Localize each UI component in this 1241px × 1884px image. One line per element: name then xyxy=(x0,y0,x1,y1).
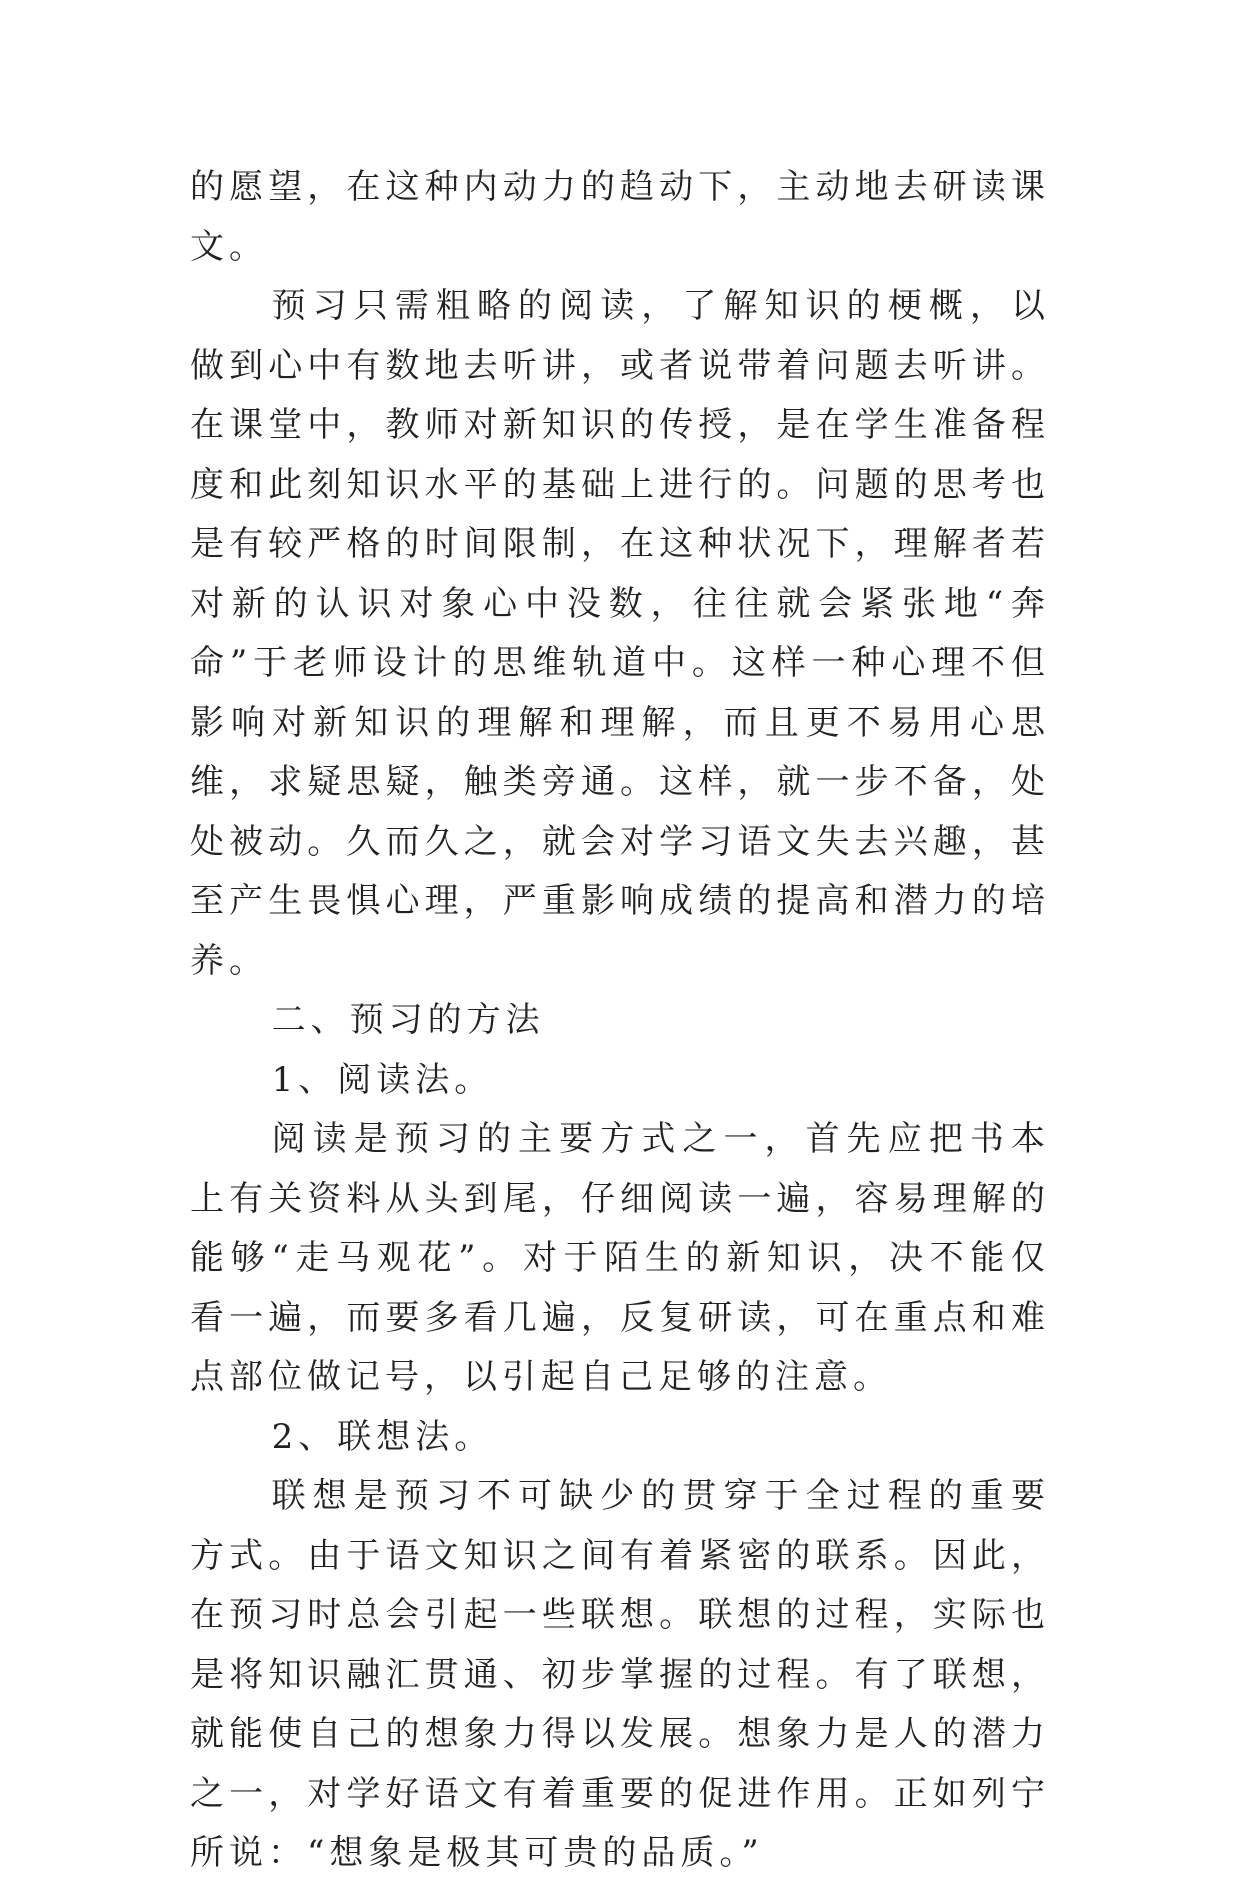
paragraph-preview-purpose: 预习只需粗略的阅读，了解知识的梗概，以做到心中有数地去听讲，或者说带着问题去听讲。在课堂中，教师对新知识的传授，是在学生准备程度和此刻知识水平的基础上进行的。问题的思考也是有较严格的时间限制，在这种状况下，理解者若对新的认识对象心中没数，往往就会紧张地“奔命”于老师设计的思维轨道中。这样一种心理不但影响对新知识的理解和理解，而且更不易用心思维，求疑思疑，触类旁通。这样，就一步不备，处处被动。久而久之，就会对学习语文失去兴趣，甚至产生畏惧心理，严重影响成绩的提高和潜力的培养。 xyxy=(190,286,1050,981)
subheading-reading-method: 1、阅读法。 xyxy=(271,1059,494,1100)
paragraph-continuation: 的愿望，在这种内动力的趋动下，主动地去研读课文。 xyxy=(190,167,1050,267)
paragraph-reading-method: 阅读是预习的主要方式之一，首先应把书本上有关资料从头到尾，仔细阅读一遍，容易理解的能够“走马观花”。对于陌生的新知识，决不能仅看一遍，而要多看几遍，反复研读，可在重点和难点部位做记号，以引起自己足够的注意。 xyxy=(190,1119,1050,1397)
document-body xyxy=(190,158,1050,1884)
paragraph-association-method: 联想是预习不可缺少的贯穿于全过程的重要方式。由于语文知识之间有着紧密的联系。因此，在预习时总会引起一些联想。联想的过程，实际也是将知识融汇贯通、初步掌握的过程。有了联想，就能使自己的想象力得以发展。想象力是人的潜力之一，对学好语文有着重要的促进作用。正如列宁所说：“想象是极其可贵的品质。” xyxy=(190,1476,1050,1873)
section-heading-methods: 二、预习的方法 xyxy=(271,1000,545,1040)
subheading-association-method: 2、联想法。 xyxy=(271,1416,494,1457)
